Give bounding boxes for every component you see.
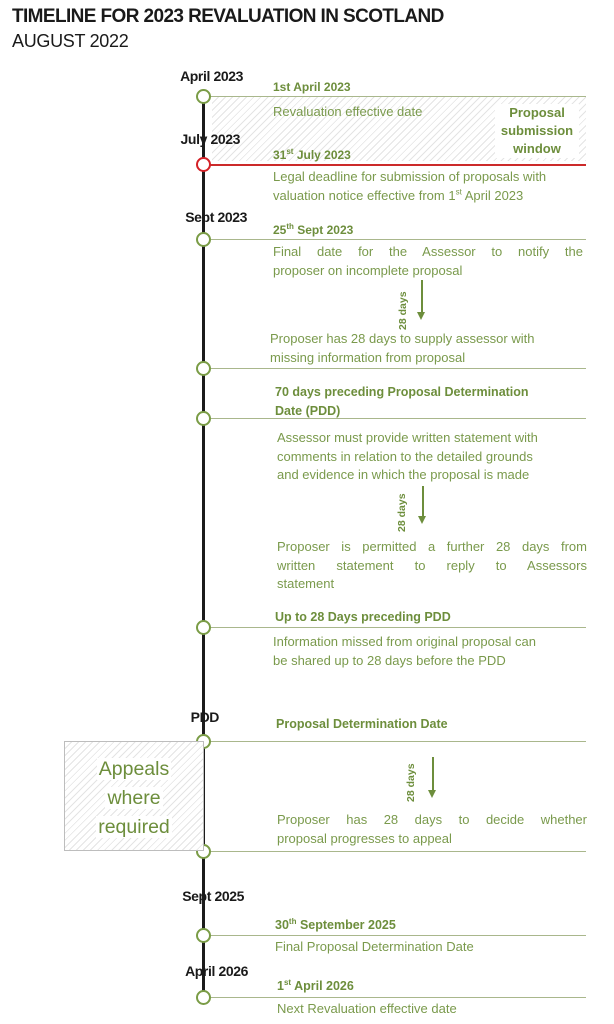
appeals-word-2: where bbox=[107, 787, 161, 809]
event-line-8 bbox=[210, 741, 586, 742]
date-july-2023: July 2023 bbox=[180, 131, 240, 147]
event-2-heading-day: 31 bbox=[273, 148, 287, 162]
days-label-3: 28 days bbox=[405, 763, 417, 802]
event-10-heading-day: 30 bbox=[275, 918, 289, 932]
event-5-text-line-1: Assessor must provide written statement with bbox=[277, 430, 538, 445]
timeline-node-sept-2023 bbox=[196, 232, 211, 247]
appeals-word-3: required bbox=[98, 816, 170, 838]
date-april-2026: April 2026 bbox=[185, 963, 248, 979]
proposal-window-line-2: submission bbox=[500, 123, 574, 138]
event-10-heading-month: September 2025 bbox=[296, 918, 396, 932]
event-10-heading bbox=[275, 918, 396, 932]
event-11-heading-day: 1 bbox=[277, 979, 284, 993]
event-line-9 bbox=[210, 851, 586, 852]
event-10-text: Final Proposal Determination Date bbox=[275, 939, 474, 954]
event-4-text-line-2: missing information from proposal bbox=[270, 349, 466, 365]
event-3-heading bbox=[273, 223, 353, 237]
event-line-3 bbox=[210, 239, 586, 240]
event-3-heading-day: 25 bbox=[273, 223, 287, 237]
event-1-text: Revaluation effective date bbox=[273, 104, 423, 119]
appeals-line-1 bbox=[64, 755, 204, 784]
proposal-window-line-3: window bbox=[513, 141, 561, 156]
appeals-line-2 bbox=[64, 784, 204, 813]
page-subtitle: AUGUST 2022 bbox=[12, 31, 129, 51]
event-2-text-line-1: Legal deadline for submission of proposals with bbox=[273, 169, 547, 184]
event-line-10 bbox=[210, 935, 586, 936]
days-arrow-1-shaft bbox=[421, 280, 423, 314]
date-sept-2023: Sept 2023 bbox=[185, 209, 247, 225]
event-2-heading-month: July 2023 bbox=[293, 148, 351, 162]
days-label-2: 28 days bbox=[396, 493, 408, 532]
event-11-heading bbox=[277, 979, 354, 993]
event-7-text-line-1: Information missed from original proposal can bbox=[273, 634, 537, 649]
timeline-node-supply-info bbox=[196, 361, 211, 376]
event-2-text-line-2-post: April 2023 bbox=[461, 187, 524, 203]
days-arrow-1-head bbox=[417, 312, 425, 320]
timeline-node-28-days-pdd bbox=[196, 620, 211, 635]
event-5-heading bbox=[275, 383, 529, 421]
event-5-text-line-3: and evidence in which the proposal is made bbox=[277, 467, 530, 482]
event-11-heading-month: April 2026 bbox=[291, 979, 354, 993]
event-1-heading: 1st April 2023 bbox=[273, 80, 351, 94]
page-title: TIMELINE FOR 2023 REVALUATION IN SCOTLAND bbox=[12, 6, 444, 27]
date-sept-2025: Sept 2025 bbox=[182, 888, 244, 904]
timeline-node-april-2026 bbox=[196, 990, 211, 1005]
appeals-label bbox=[64, 755, 204, 842]
event-7-text bbox=[273, 633, 587, 670]
event-2-text-line-2-suffix: st bbox=[455, 187, 462, 197]
date-pdd: PDD bbox=[190, 709, 219, 725]
timeline-node-july-2023 bbox=[196, 157, 211, 172]
event-6-text-line-1: Proposer is permitted a further 28 days from bbox=[277, 539, 587, 554]
proposal-window-label bbox=[495, 104, 579, 158]
event-line-11 bbox=[210, 997, 586, 998]
event-5-text bbox=[277, 429, 587, 485]
event-4-text bbox=[270, 330, 584, 367]
proposal-window-line-1: Proposal bbox=[509, 105, 565, 120]
timeline-node-sept-2025 bbox=[196, 928, 211, 943]
event-line-1 bbox=[210, 96, 586, 97]
timeline-node-70-days bbox=[196, 411, 211, 426]
event-3-text-line-2: proposer on incomplete proposal bbox=[273, 262, 463, 278]
days-label-1: 28 days bbox=[397, 291, 409, 330]
timeline-node-april-2023 bbox=[196, 89, 211, 104]
event-3-heading-suffix: th bbox=[286, 222, 294, 231]
event-5-text-line-2: comments in relation to the detailed grounds bbox=[277, 448, 533, 464]
event-9-text-line-2: proposal progresses to appeal bbox=[277, 830, 452, 846]
days-arrow-3-head bbox=[428, 790, 436, 798]
event-line-2-deadline bbox=[210, 164, 586, 166]
event-6-text-line-3: statement bbox=[277, 576, 335, 591]
event-3-text bbox=[273, 243, 583, 280]
event-2-text-line-2 bbox=[273, 187, 589, 206]
appeals-line-3 bbox=[64, 813, 204, 842]
event-line-7 bbox=[210, 627, 586, 628]
event-3-text-line-1: Final date for the Assessor to notify the bbox=[273, 244, 583, 259]
appeals-word-1: Appeals bbox=[98, 758, 170, 780]
event-line-4 bbox=[210, 368, 586, 369]
days-arrow-2-head bbox=[418, 516, 426, 524]
date-april-2023: April 2023 bbox=[180, 68, 243, 84]
event-2-text bbox=[273, 168, 589, 205]
event-9-text bbox=[277, 811, 587, 848]
event-6-text bbox=[277, 538, 587, 594]
event-11-heading-suffix: st bbox=[283, 977, 292, 987]
event-2-heading bbox=[273, 148, 351, 162]
event-5-heading-line-2: Date (PDD) bbox=[275, 404, 341, 418]
event-10-heading-suffix: th bbox=[288, 916, 297, 926]
event-9-text-line-1: Proposer has 28 days to decide whether bbox=[277, 812, 587, 827]
event-3-heading-month: Sept 2023 bbox=[293, 223, 354, 237]
event-11-text: Next Revaluation effective date bbox=[277, 1001, 457, 1016]
event-7-text-line-2: be shared up to 28 days before the PDD bbox=[273, 652, 506, 668]
event-2-text-line-2-pre: valuation notice effective from 1 bbox=[273, 187, 456, 203]
event-7-heading: Up to 28 Days preceding PDD bbox=[275, 610, 451, 624]
event-4-text-line-1: Proposer has 28 days to supply assessor with bbox=[270, 331, 535, 346]
event-2-heading-suffix: st bbox=[286, 147, 294, 156]
event-6-text-line-2: written statement to reply to Assessors bbox=[277, 557, 587, 573]
days-arrow-3-shaft bbox=[432, 757, 434, 792]
event-8-heading: Proposal Determination Date bbox=[276, 717, 448, 731]
days-arrow-2-shaft bbox=[422, 486, 424, 518]
event-5-heading-line-1: 70 days preceding Proposal Determination bbox=[275, 385, 529, 399]
